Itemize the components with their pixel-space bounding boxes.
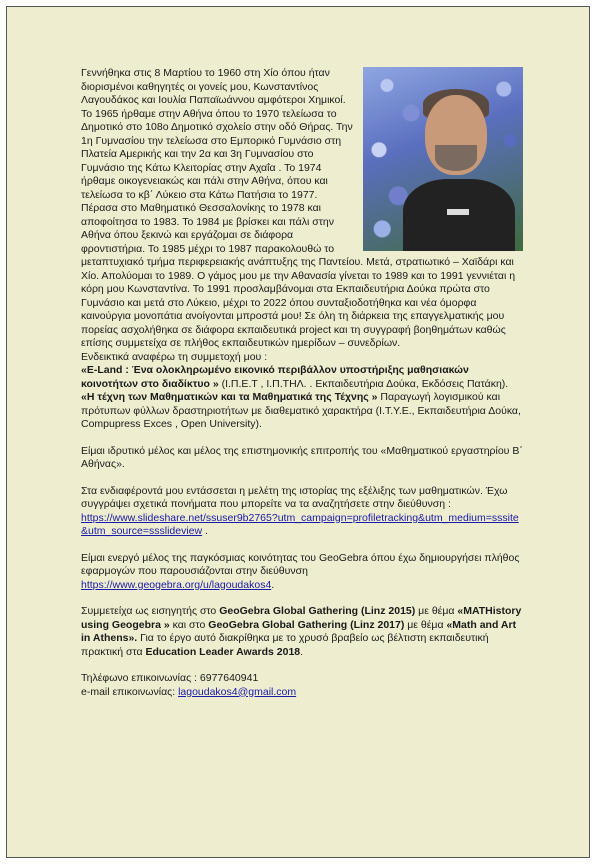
- gathering-text-5: Για το έργο αυτό διακρίθηκα με το χρυσό βραβείο ως βέλτιστη εκπαιδευτική πρακτική στα: [81, 632, 489, 658]
- works-intro: Ενδεικτικά αναφέρω τη συμμετοχή μου :: [81, 350, 268, 363]
- email-label: e-mail επικοινωνίας:: [81, 685, 179, 698]
- gathering-paragraph: [81, 605, 523, 659]
- gathering-text-6: .: [300, 645, 304, 658]
- phone-line: Τηλέφωνο επικοινωνίας : 6977640941: [81, 672, 259, 684]
- email-line: [81, 686, 523, 700]
- work-art-detail: Παραγωγή λογισμικού και πρότυπων φύλλων δραστηριοτήτων με διαθεματικό χαρακτήρα (Ι.Τ.Υ.Ε., Εκπαιδευτήρια Δούκα, Compupress Exces , Open University).: [81, 391, 521, 430]
- gathering-2017: GeoGebra Global Gathering (Linz 2017): [208, 618, 405, 631]
- bio-paragraph: Γεννήθηκα στις 8 Μαρτίου το 1960 στη Χίο όπου ήταν διορισμένοι καθηγητές οι γονείς μου, Κωνσταντίνος Λαγουδάκος και Ιουλία Παπαϊωάννου αμφότεροι Χημικοί. Το 1965 ήρθαμε στην Αθήνα όπου το 1970 τελείωσα το Δημοτικό στο 108ο Δημοτικό σχολείο στην οδό Θήρας. Την 1η Γυμνασίου την τελείωσα στο Εμπορικό Γυμνάσιο στη Πλατεία Αμερικής και την 2α και 3η Γυμνασίου στο Γυμνάσιο της Κάτω Κλειτορίας στην Αχαΐα . Το 1974 ήρθαμε οικογενειακώς και πάλι στην Αθήνα, όπου και τελείωσα το κβ΄ Λύκειο στα Κάτω Πατήσια το 1977. Πέρασα στο Μαθηματικό Θεσσαλονίκης το 1978 και αποφοίτησα το 1983. Το 1984 με βρίσκει και πάλι στην Αθήνα όπου ξεκινώ και εργάζομαι σε διάφορα φροντιστήρια. Το 1985 μέχρι το 1987 παρακολουθώ το μεταπτυχιακό τμήμα περιφερειακής ανάπτυξης της Παντείου. Μετά, στρατιωτικό – Χαϊδάρι και Χίο. Απολύομαι το 1989. Ο γάμος μου με την Αθανασία γίνεται το 1989 και το 1991 γεννιέται η κόρη μου Κωνσταντίνα. Το 1991 προσλαμβάνομαι στα Εκπαιδευτήρια Δούκα πρώτα στο Γυμνάσιο και μετά στο Λύκειο, μέχρι το 2022 όπου συνταξιοδοτήθηκα και νέα όμορφα καινούργια μονοπάτια ανοίγονται μπροστά μου! Σε όλη τη διάρκεια της επαγγελματικής μου πορείας ασχολήθηκα σε διάφορα εκπαιδευτικά project και τη συγγραφή βοηθημάτων καθώς επίσης συμμετείχα σε πλήθος εκπαιδευτικών ημερίδων – συνεδρίων.: [81, 67, 516, 349]
- geogebra-text: Είμαι ενεργό μέλος της παγκόσμιας κοινότητας του GeoGebra όπου έχω δημιουργήσει πλήθος εφαρμογών που παρουσιάζονται στην διεύθυνση: [81, 551, 520, 577]
- work-eland-detail: (Ι.Π.Ε.Τ , Ι.Π.ΤΗΛ. . Εκπαιδευτήρια Δούκα, Εκδόσεις Πατάκη).: [218, 377, 509, 390]
- photo-shirt-print: [447, 209, 469, 215]
- founder-paragraph: Είμαι ιδρυτικό μέλος και μέλος της επιστημονικής επιτροπής του «Μαθηματικού εργαστηρίου Β΄ Αθήνας».: [81, 444, 523, 470]
- history-text: Στα ενδιαφέροντά μου εντάσσεται η μελέτη της ιστορίας της εξέλιξης των μαθηματικών. Έχω συγγράψει σχετικά πονήματα που μπορείτε να τα αναζητήσετε στην διεύθυνση :: [81, 484, 508, 510]
- gathering-text-3: και στο: [169, 618, 209, 631]
- gathering-text-4: με θέμα: [404, 618, 447, 631]
- gathering-text-1: Συμμετείχα ως εισηγητής στο: [81, 605, 220, 617]
- photo-beard: [435, 145, 477, 171]
- work-art-title: «Η τέχνη των Μαθηματικών και τα Μαθηματικά της Τέχνης »: [81, 391, 378, 403]
- geogebra-paragraph: [81, 552, 523, 593]
- slideshare-suffix: .: [202, 525, 208, 537]
- author-photo: [363, 67, 523, 251]
- history-paragraph: [81, 485, 523, 539]
- document-page: [6, 6, 590, 858]
- geogebra-suffix: .: [271, 578, 275, 591]
- bio-content: [81, 67, 523, 699]
- photo-shirt: [403, 179, 515, 251]
- gathering-2015: GeoGebra Global Gathering (Linz 2015): [219, 605, 416, 617]
- email-link[interactable]: lagoudakos4@gmail.com: [178, 685, 297, 698]
- works-list: [81, 364, 523, 432]
- gathering-2017-topic: «Math and Art in Athens».: [81, 618, 517, 644]
- geogebra-link[interactable]: https://www.geogebra.org/u/lagoudakos4: [81, 578, 272, 591]
- work-eland-title: «E-Land : Ένα ολοκληρωμένο εικονικό περιβάλλον υποστήριξης μαθησιακών κοινοτήτων στο διαδίκτυο »: [81, 364, 469, 390]
- gathering-2015-topic: «MATHistory using Geogebra »: [81, 605, 522, 631]
- award-name: Education Leader Awards 2018: [145, 645, 301, 658]
- gathering-text-2: με θέμα: [415, 605, 458, 617]
- slideshare-link[interactable]: https://www.slideshare.net/ssuser9b2765?utm_campaign=profiletracking&utm_medium=sssite&utm_source=ssslideview: [81, 511, 519, 537]
